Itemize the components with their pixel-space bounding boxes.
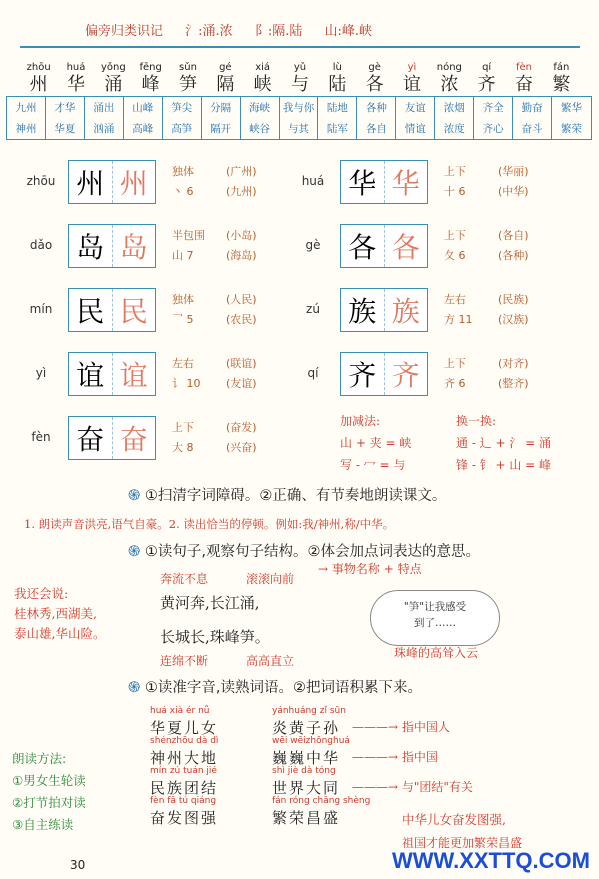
vocab-item xyxy=(150,766,218,798)
vocab-note-text: 与"团结"有关 xyxy=(401,780,473,794)
entry-structure-type: 左右 xyxy=(444,293,466,306)
entry-radical-strokes: 方 11 xyxy=(444,313,473,326)
entry-word-2: (海岛) xyxy=(226,249,257,262)
entry-structure-type: 左右 xyxy=(172,357,194,370)
instruction-2 xyxy=(128,540,480,561)
word-cell: 汹涌 xyxy=(93,123,115,135)
entry-pinyin: fèn xyxy=(31,430,51,444)
entry-char-black: 族 xyxy=(341,289,385,331)
vocab-word: 神州大地 xyxy=(150,749,219,767)
word-column xyxy=(435,97,474,139)
entry-char-orange: 各 xyxy=(391,231,420,264)
character-pinyin: yǒng xyxy=(100,62,126,73)
swirl-icon: ֍ xyxy=(128,542,141,560)
replace-line-2: 锋 - 钅 + 山 = 峰 xyxy=(456,458,552,472)
vocab-item xyxy=(150,736,218,768)
vocab-note xyxy=(352,718,450,735)
character-item xyxy=(393,62,430,96)
entry-word-2: (汉族) xyxy=(498,313,529,326)
character-glyph: 隔 xyxy=(216,74,235,95)
entry-words xyxy=(498,290,529,330)
word-cell: 才华 xyxy=(54,102,76,114)
entry-char-orange: 族 xyxy=(391,295,420,328)
vocab-pinyin: mín zú tuán jié xyxy=(150,766,217,776)
vocab-pinyin: fèn fā tú qiáng xyxy=(150,796,217,806)
entry-words xyxy=(498,162,529,202)
thought-cloud-line-1: "笋"让我感受 xyxy=(403,601,467,613)
entry-char-orange: 民 xyxy=(119,295,148,328)
character-pinyin: fēng xyxy=(139,62,162,73)
vocab-word: 繁荣昌盛 xyxy=(272,809,341,827)
vocab-word: 华夏儿女 xyxy=(150,719,219,737)
character-pinyin: fán xyxy=(553,62,570,73)
character-item xyxy=(95,62,132,96)
character-glyph: 与 xyxy=(290,74,309,95)
character-entry xyxy=(14,224,284,268)
character-item xyxy=(244,62,281,96)
character-entry xyxy=(286,352,556,396)
character-item xyxy=(20,62,57,96)
character-item xyxy=(319,62,356,96)
character-glyph: 陆 xyxy=(328,74,347,95)
word-table xyxy=(6,96,592,140)
add-subtract-line-2: 写 - 冖 = 与 xyxy=(340,458,406,472)
entry-char-black: 华 xyxy=(341,161,385,203)
character-item xyxy=(543,62,580,96)
word-cell: 浓烟 xyxy=(443,102,465,114)
word-column xyxy=(85,97,124,139)
replace-method xyxy=(456,410,551,476)
entry-radical-strokes: 丶 6 xyxy=(172,185,194,198)
entry-structure xyxy=(444,226,466,266)
entry-radical-strokes: 齐 6 xyxy=(444,377,466,390)
vocab-note-text: 指中国人 xyxy=(401,720,450,734)
character-item xyxy=(169,62,206,96)
entry-structure-type: 上下 xyxy=(172,421,194,434)
arrow-icon: ———→ xyxy=(352,720,402,734)
entry-word-2: (整齐) xyxy=(498,377,529,390)
bottom-note-1: 中华儿女奋发图强, xyxy=(402,812,506,827)
entry-pinyin: qí xyxy=(307,366,319,380)
word-cell: 与其 xyxy=(287,123,309,135)
tianzige-box xyxy=(68,160,156,204)
swirl-icon: ֍ xyxy=(128,486,141,504)
add-subtract-line-1: 山 + 夹 = 峡 xyxy=(340,436,412,450)
bottom-note-2: 祖国才能更加繁荣昌盛 xyxy=(402,836,523,850)
vocab-word: 奋发图强 xyxy=(150,809,219,827)
character-glyph: 峰 xyxy=(141,74,160,95)
word-cell: 勤奋 xyxy=(521,102,543,114)
entry-word-1: (广州) xyxy=(226,165,257,178)
word-cell: 分隔 xyxy=(210,102,232,114)
instruction-3-text: ①读准字音,读熟词语。②把词语积累下来。 xyxy=(144,680,422,696)
radical-note-b: 阝:隔.陆 xyxy=(254,24,303,39)
entry-pinyin: gè xyxy=(305,238,321,252)
vocab-word: 民族团结 xyxy=(150,779,219,797)
vocab-pinyin: yánhuáng zǐ sūn xyxy=(272,706,346,716)
entry-word-1: (奋发) xyxy=(226,421,257,434)
character-glyph: 奋 xyxy=(514,74,533,95)
character-pinyin: qí xyxy=(482,62,492,73)
entry-radical-strokes: 讠 10 xyxy=(172,377,201,390)
entry-char-black: 谊 xyxy=(69,353,113,395)
entry-word-2: (中华) xyxy=(498,185,529,198)
word-cell: 齐心 xyxy=(482,123,504,135)
entry-char-black: 各 xyxy=(341,225,385,267)
character-item xyxy=(57,62,94,96)
character-glyph: 华 xyxy=(66,74,85,95)
thought-cloud xyxy=(370,590,500,646)
entry-char-black: 州 xyxy=(69,161,113,203)
instruction-3 xyxy=(128,676,422,697)
character-entry xyxy=(286,288,556,332)
reading-method xyxy=(12,748,86,836)
word-cell: 陆地 xyxy=(326,102,348,114)
character-pinyin: yǔ xyxy=(293,62,307,73)
watermark: WWW.XXTTQ.COM xyxy=(392,848,590,873)
annotation-top-2: 滚滚向前 xyxy=(246,572,295,586)
word-cell: 我与你 xyxy=(282,102,315,114)
radical-note xyxy=(85,20,390,39)
entry-word-1: (人民) xyxy=(226,293,257,306)
top-divider xyxy=(20,46,580,48)
entry-char-black: 民 xyxy=(69,289,113,331)
entry-words xyxy=(498,354,529,394)
entry-word-1: (小岛) xyxy=(226,229,257,242)
entry-structure xyxy=(172,162,194,202)
character-pinyin: yì xyxy=(407,62,417,73)
reading-method-title: 朗读方法: xyxy=(12,751,67,766)
word-column xyxy=(241,97,280,139)
character-entry xyxy=(286,224,556,268)
entry-words xyxy=(226,290,257,330)
character-glyph: 涌 xyxy=(104,74,123,95)
entry-char-orange: 谊 xyxy=(119,359,148,392)
extension-note xyxy=(14,584,105,644)
character-glyph: 州 xyxy=(29,74,48,95)
tianzige-box xyxy=(340,288,428,332)
vocab-pinyin: huá xià ér nǚ xyxy=(150,706,210,716)
word-cell: 高峰 xyxy=(132,123,154,135)
entry-radical-strokes: 大 8 xyxy=(172,441,194,454)
vocab-item xyxy=(150,706,218,738)
character-item xyxy=(356,62,393,96)
word-column xyxy=(552,97,591,139)
entry-structure-type: 独体 xyxy=(172,293,194,306)
annotation-arrow-text: 事物名称 + 特点 xyxy=(331,562,422,576)
character-glyph: 谊 xyxy=(402,74,421,95)
entry-structure-type: 半包围 xyxy=(172,229,205,242)
word-column xyxy=(474,97,513,139)
extension-note-line-2: 泰山雄,华山险。 xyxy=(14,626,106,641)
instruction-2-text: ①读句子,观察句子结构。②体会加点词表达的意思。 xyxy=(144,544,480,560)
character-entry xyxy=(286,160,556,204)
entry-char-orange: 华 xyxy=(391,167,420,200)
cloud-note: 珠峰的高耸入云 xyxy=(394,646,479,660)
entry-words xyxy=(498,226,529,266)
vocab-word: 巍巍中华 xyxy=(272,749,341,767)
tianzige-box xyxy=(340,224,428,268)
entry-structure-type: 独体 xyxy=(172,165,194,178)
swirl-icon: ֍ xyxy=(128,678,141,696)
reading-method-1: ①男女生轮读 xyxy=(12,773,86,788)
entry-pinyin: zú xyxy=(306,302,320,316)
entry-pinyin: mín xyxy=(29,302,53,316)
character-item xyxy=(207,62,244,96)
entry-structure xyxy=(172,354,201,394)
character-list xyxy=(20,62,580,96)
entry-char-orange: 州 xyxy=(119,167,148,200)
entry-structure xyxy=(444,354,466,394)
entry-pinyin: zhōu xyxy=(26,174,56,188)
character-entry xyxy=(14,352,284,396)
word-cell: 涌出 xyxy=(93,102,115,114)
annotation-top-1: 奔流不息 xyxy=(160,572,209,586)
character-item xyxy=(281,62,318,96)
entry-word-2: (友谊) xyxy=(226,377,257,390)
arrow-icon: → xyxy=(318,562,329,576)
character-entry xyxy=(14,288,284,332)
vocab-note-text: 指中国 xyxy=(401,750,438,764)
vocab-word: 世界大同 xyxy=(272,779,341,797)
annotation-arrow xyxy=(318,560,422,577)
entry-word-2: (农民) xyxy=(226,313,257,326)
tianzige-box xyxy=(68,288,156,332)
entry-structure-type: 上下 xyxy=(444,229,466,242)
vocab-pinyin: shì jiè dà tóng xyxy=(272,766,336,776)
word-column xyxy=(280,97,319,139)
entry-pinyin: huá xyxy=(301,174,325,188)
tianzige-box xyxy=(340,352,428,396)
character-pinyin: xiá xyxy=(255,62,271,73)
word-cell: 华夏 xyxy=(54,123,76,135)
word-cell: 海峡 xyxy=(249,102,271,114)
entry-word-1: (华丽) xyxy=(498,165,529,178)
word-cell: 奋斗 xyxy=(521,123,543,135)
character-item xyxy=(468,62,505,96)
annotation-bottom-2: 高高直立 xyxy=(246,654,295,668)
radical-note-title: 偏旁归类识记 xyxy=(85,24,164,39)
entry-radical-strokes: 十 6 xyxy=(444,185,466,198)
entry-structure-type: 上下 xyxy=(444,357,466,370)
word-cell: 陆军 xyxy=(326,123,348,135)
entry-char-orange: 岛 xyxy=(119,231,148,264)
character-glyph: 笋 xyxy=(178,74,197,95)
radical-note-a: 氵:涌.浓 xyxy=(185,24,233,39)
word-column xyxy=(202,97,241,139)
word-cell: 齐全 xyxy=(482,102,504,114)
arrow-icon: ———→ xyxy=(352,750,402,764)
instruction-1 xyxy=(128,484,446,505)
vocab-note xyxy=(352,748,438,765)
word-cell: 浓度 xyxy=(443,123,465,135)
character-pinyin: gè xyxy=(368,62,381,73)
entry-structure xyxy=(444,162,466,202)
entry-word-2: (兴奋) xyxy=(226,441,257,454)
vocab-pinyin: shénzhōu dà dì xyxy=(150,736,219,746)
vocab-item xyxy=(272,706,346,738)
word-column xyxy=(46,97,85,139)
vocab-item xyxy=(150,796,218,828)
reading-note: 1. 朗读声音洪亮,语气自豪。2. 读出恰当的停顿。例如:我/神州,称/中华。 xyxy=(24,517,395,531)
word-cell: 繁荣 xyxy=(561,123,583,135)
word-column xyxy=(7,97,46,139)
entry-structure xyxy=(172,226,205,266)
entry-char-black: 齐 xyxy=(341,353,385,395)
word-cell: 峡谷 xyxy=(249,123,271,135)
add-subtract-title: 加减法: xyxy=(340,414,381,428)
character-glyph: 峡 xyxy=(253,74,272,95)
entry-word-1: (联谊) xyxy=(226,357,257,370)
character-item xyxy=(132,62,169,96)
word-cell: 九州 xyxy=(15,102,37,114)
word-column xyxy=(163,97,202,139)
entry-word-1: (民族) xyxy=(498,293,529,306)
vocab-item xyxy=(272,766,340,798)
tianzige-box xyxy=(68,224,156,268)
entry-structure xyxy=(172,418,194,458)
reading-method-3: ③自主练读 xyxy=(12,817,74,832)
vocab-item xyxy=(272,736,350,768)
tianzige-box xyxy=(68,416,156,460)
sentence-1: 黄河奔,长江涌, xyxy=(160,594,260,612)
word-column xyxy=(318,97,357,139)
extension-note-title: 我还会说: xyxy=(14,586,69,601)
replace-title: 换一换: xyxy=(456,414,497,428)
arrow-icon: ———→ xyxy=(352,780,402,794)
entry-word-1: (各自) xyxy=(498,229,529,242)
vocab-pinyin: wēi wēizhōnghuá xyxy=(272,736,350,746)
entry-word-2: (九州) xyxy=(226,185,257,198)
word-cell: 山峰 xyxy=(132,102,154,114)
entry-words xyxy=(226,354,257,394)
character-glyph: 各 xyxy=(365,74,384,95)
entry-radical-strokes: 山 7 xyxy=(172,249,194,262)
character-pinyin: fèn xyxy=(515,62,532,73)
word-cell: 各自 xyxy=(365,123,387,135)
sentence-2: 长城长,珠峰笋。 xyxy=(160,628,270,646)
character-glyph: 浓 xyxy=(440,74,459,95)
word-column xyxy=(124,97,163,139)
entry-pinyin: yì xyxy=(35,366,47,380)
word-cell: 繁华 xyxy=(561,102,583,114)
word-cell: 笋尖 xyxy=(171,102,193,114)
word-cell: 各种 xyxy=(365,102,387,114)
word-column xyxy=(357,97,396,139)
entry-words xyxy=(226,418,257,458)
add-subtract-method xyxy=(340,410,411,476)
character-pinyin: gé xyxy=(219,62,232,73)
vocab-pinyin: fán róng chāng shèng xyxy=(272,796,371,806)
entry-char-orange: 齐 xyxy=(391,359,420,392)
reading-method-2: ②打节拍对读 xyxy=(12,795,86,810)
vocab-word: 炎黄子孙 xyxy=(272,719,341,737)
vocab-item xyxy=(272,796,370,828)
character-glyph: 齐 xyxy=(477,74,496,95)
thought-cloud-line-2: 到了…… xyxy=(414,617,456,629)
tianzige-box xyxy=(68,352,156,396)
character-glyph: 繁 xyxy=(552,74,571,95)
entry-structure-type: 上下 xyxy=(444,165,466,178)
character-item xyxy=(505,62,542,96)
entry-char-orange: 奋 xyxy=(119,423,148,456)
page-number: 30 xyxy=(70,858,86,872)
character-pinyin: lù xyxy=(332,62,342,73)
character-entry xyxy=(14,416,284,460)
entry-radical-strokes: 夂 6 xyxy=(444,249,466,262)
character-pinyin: zhōu xyxy=(26,62,51,73)
word-column xyxy=(513,97,552,139)
word-cell: 高笋 xyxy=(171,123,193,135)
entry-structure xyxy=(172,290,194,330)
tianzige-box xyxy=(340,160,428,204)
character-item xyxy=(431,62,468,96)
character-pinyin: nóng xyxy=(436,62,462,73)
entry-word-1: (对齐) xyxy=(498,357,529,370)
word-column xyxy=(396,97,435,139)
replace-line-1: 通 - 辶 + 氵 = 涌 xyxy=(456,436,552,450)
annotation-bottom-1: 连绵不断 xyxy=(160,654,209,668)
word-cell: 友谊 xyxy=(404,102,426,114)
radical-note-c: 山:峰.峡 xyxy=(324,24,372,39)
word-cell: 隔开 xyxy=(210,123,232,135)
entry-radical-strokes: 乛 5 xyxy=(172,313,194,326)
entry-words xyxy=(226,162,257,202)
instruction-1-text: ①扫清字词障碍。②正确、有节奏地朗读课文。 xyxy=(144,488,447,504)
word-cell: 情谊 xyxy=(404,123,426,135)
entry-word-2: (各种) xyxy=(498,249,529,262)
word-cell: 神州 xyxy=(15,123,37,135)
extension-note-line-1: 桂林秀,西湖美, xyxy=(14,606,97,621)
entry-words xyxy=(226,226,257,266)
entry-structure xyxy=(444,290,473,330)
entry-pinyin: dǎo xyxy=(29,238,53,252)
character-entry xyxy=(14,160,284,204)
character-pinyin: huá xyxy=(66,62,86,73)
vocab-note xyxy=(352,778,473,795)
character-pinyin: sǔn xyxy=(179,62,197,73)
entry-char-black: 岛 xyxy=(69,225,113,267)
entry-char-black: 奋 xyxy=(69,417,113,459)
